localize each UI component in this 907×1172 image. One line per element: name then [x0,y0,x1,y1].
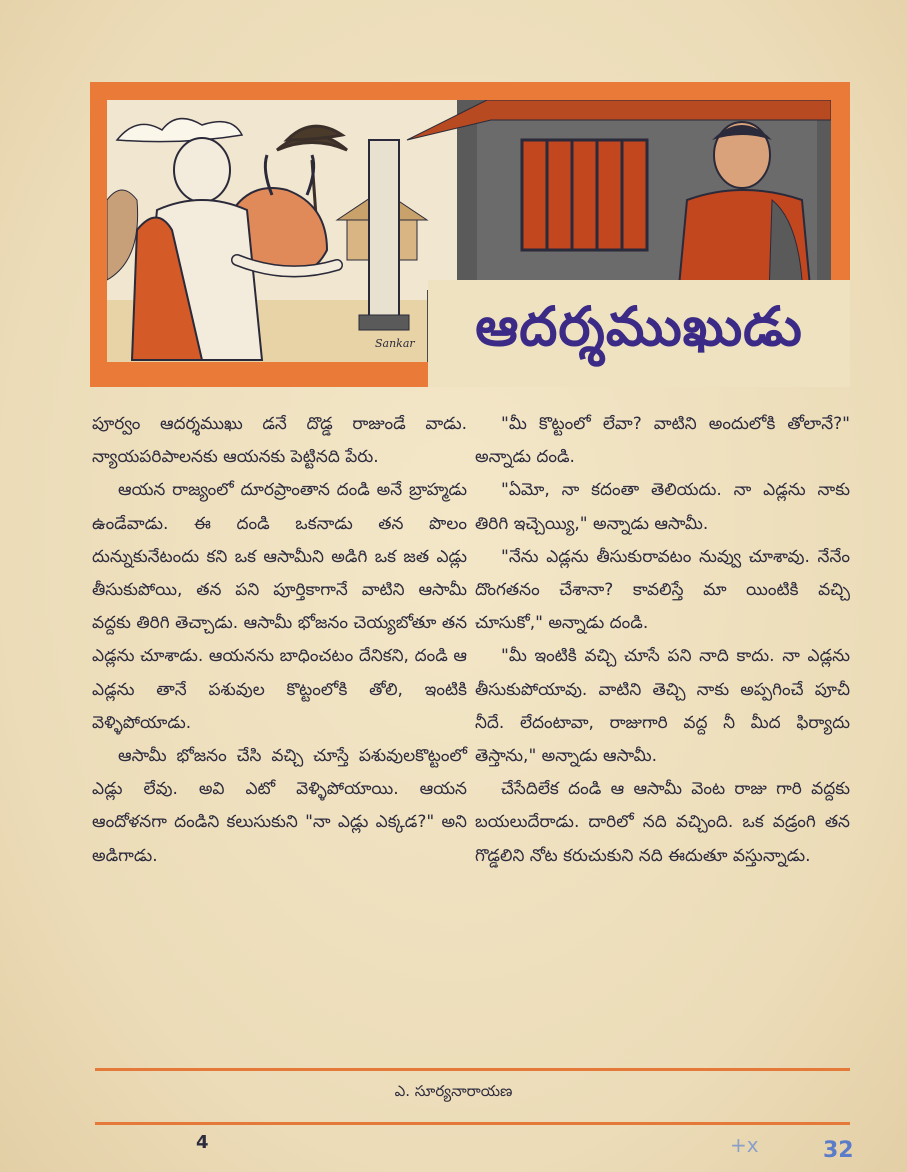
story-title: ఆదర్శముఖుడు [475,295,803,358]
handwritten-mark: +x [730,1133,759,1157]
page-number: 4 [196,1132,209,1153]
right-column [475,408,850,873]
paragraph: "నేను ఎడ్లను తీసుకురావటం నువ్వు చూశావు. నేనేం దొంగతనం చేశానా? కావలిస్తే మా యింటికి వచ్చి చూసుకో," అన్నాడు దండి. [475,546,850,634]
paragraph: "మీ ఇంటికి వచ్చి చూసే పని నాది కాదు. నా ఎడ్లను తీసుకుపోయావు. వాటిని తెచ్చి నాకు అప్పగించే పూచీ నీదే. లేదంటావా, రాజుగారి వద్ద నీ మీద ఫిర్యాదు తెస్తాను," అన్నాడు ఆసామీ. [475,646,850,767]
paragraph: పూర్వం ఆదర్శముఖు డనే దొడ్డ రాజుండే వాడు. న్యాయపరిపాలనకు ఆయనకు పెట్టినది పేరు. [92,414,467,468]
paragraph: ఆసామీ భోజనం చేసి వచ్చి చూస్తే పశువులకొట్టంలో ఎడ్లు లేవు. అవి ఎటో వెళ్ళిపోయాయి. ఆయన ఆందోళనగా దండిని కలుసుకుని "నా ఎడ్లు ఎక్కడ?" అని అడిగాడు. [92,746,467,866]
paragraph: "మీ కొట్టంలో లేవా? వాటిని అందులోకి తోలానే?" అన్నాడు దండి. [475,414,850,468]
divider-top [95,1068,850,1071]
divider-bottom [95,1122,850,1125]
header-illustration-frame [90,82,850,387]
illustrator-signature: Sankar [375,337,415,350]
author-credit: ఎ. సూర్యనారాయణ [394,1082,513,1100]
paragraph: ఆయన రాజ్యంలో దూరప్రాంతాన దండి అనే బ్రాహ్మడు ఉండేవాడు. ఈ దండి ఒకనాడు తన పొలం దున్నుకునేటందు కని ఒక ఆసామీని అడిగి ఒక జత ఎడ్లు తీసుకుపోయి, తన పని పూర్తికాగానే వాటిని ఆసామీ వద్దకు తిరిగి తెచ్చాడు. ఆసామీ భోజనం చెయ్యబోతూ తన ఎడ్లను చూశాడు. ఆయనను బాధించటం దేనికని, దండి ఆ ఎడ్లను తానే పశువుల కొట్టంలోకి తోలి, ఇంటికి వెళ్ళిపోయాడు. [92,480,467,733]
paragraph: "ఏమో, నా కదంతా తెలియదు. నా ఎడ్లను నాకు తిరిగి ఇచ్చెయ్యి," అన్నాడు ఆసామీ. [475,480,850,534]
left-column [92,408,467,873]
paragraph: చేసేదిలేక దండి ఆ ఆసామీ వెంట రాజు గారి వద్దకు బయలుదేరాడు. దారిలో నది వచ్చింది. ఒక వడ్రంగి తన గొడ్డలిని నోట కరుచుకుని నది ఈదుతూ వస్తున్నాడు. [475,779,850,866]
handwritten-mark: 32 [823,1138,854,1163]
title-box [428,280,850,387]
